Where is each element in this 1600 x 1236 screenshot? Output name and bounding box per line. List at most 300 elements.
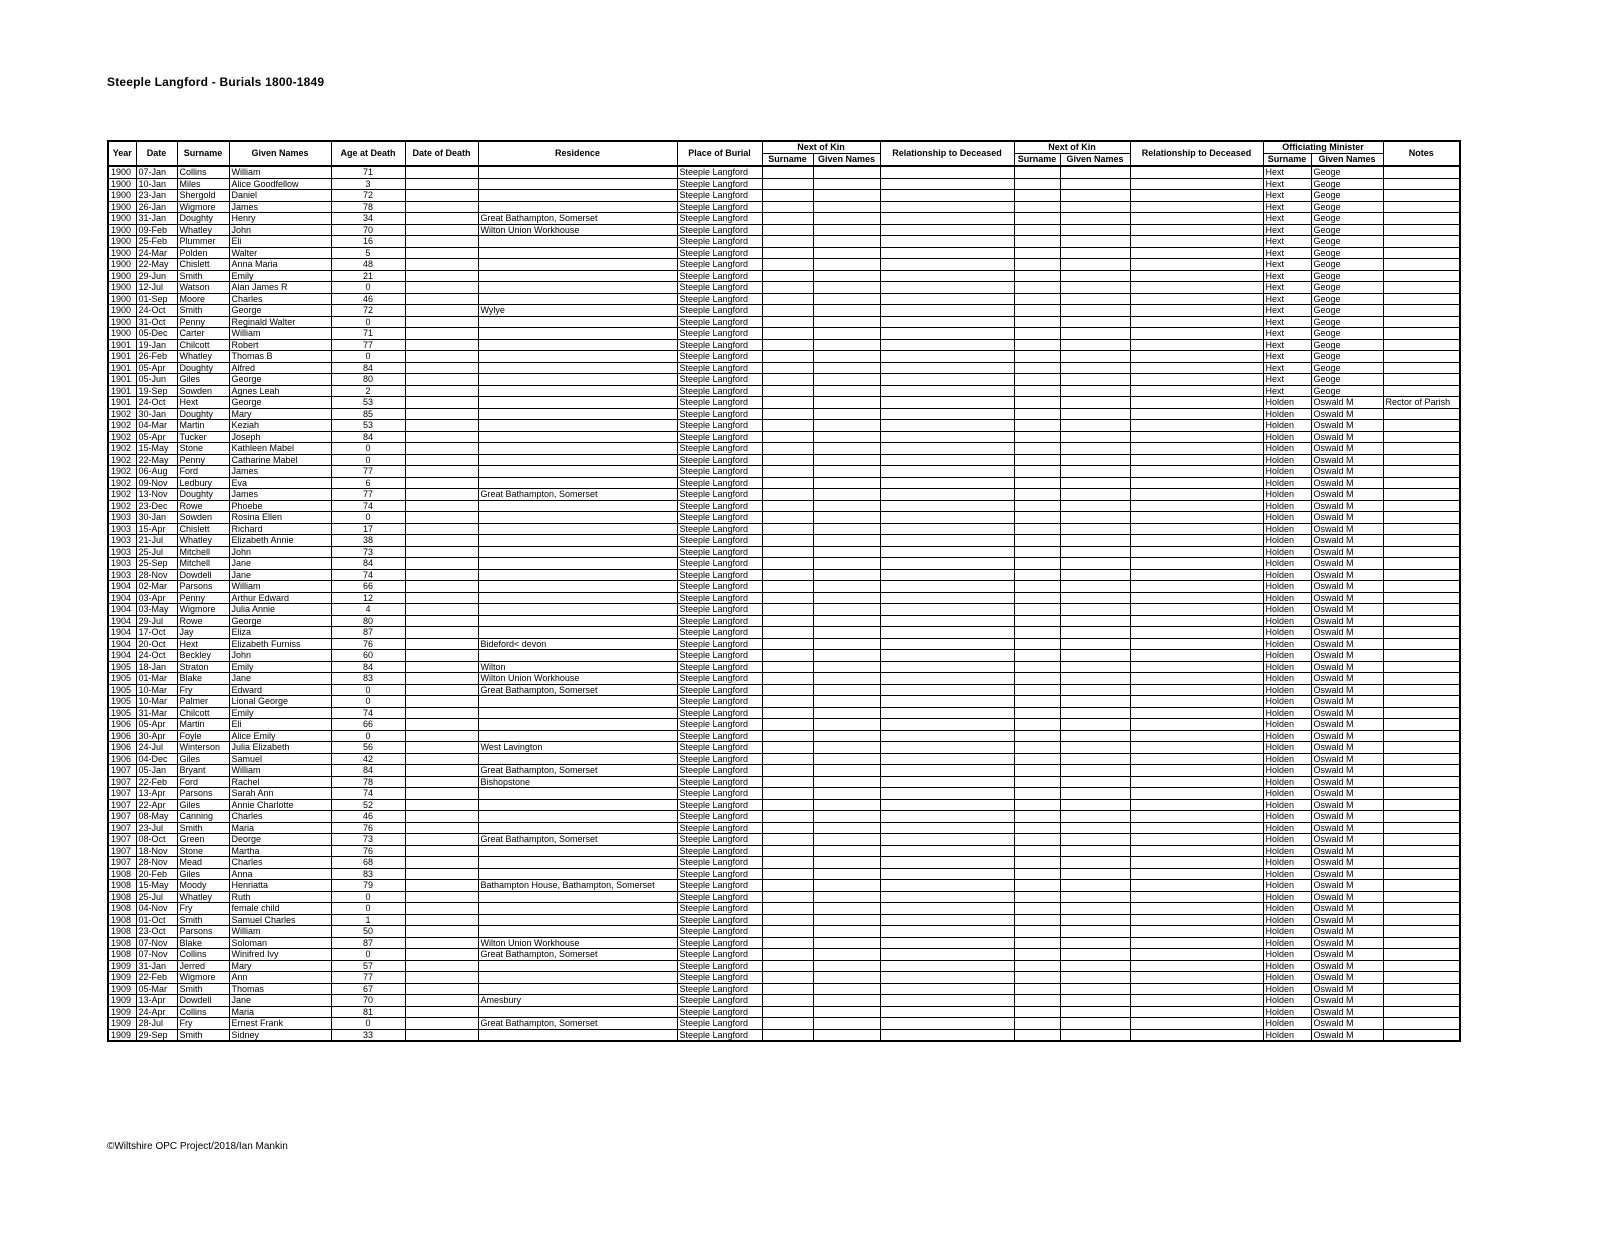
table-cell [478,558,677,570]
table-cell: Oswald M [1311,535,1383,547]
table-cell [1130,684,1263,696]
table-cell [880,213,1014,225]
table-cell: 1903 [108,569,136,581]
table-cell [1130,523,1263,535]
table-cell [813,983,880,995]
table-cell: Geoge [1311,316,1383,328]
table-cell: Holden [1263,949,1311,961]
table-cell [762,569,813,581]
table-cell: Steeple Langford [677,385,762,397]
table-cell [1130,880,1263,892]
table-cell [478,696,677,708]
table-cell [1060,385,1130,397]
table-cell [813,385,880,397]
table-cell: Holden [1263,845,1311,857]
table-cell [880,788,1014,800]
table-cell: Emily [229,270,331,282]
table-cell [762,615,813,627]
table-cell [1130,845,1263,857]
table-cell: 1908 [108,937,136,949]
table-cell: Great Bathampton, Somerset [478,949,677,961]
table-cell [1014,339,1060,351]
table-cell [762,305,813,317]
table-cell [478,270,677,282]
table-cell: Oswald M [1311,1018,1383,1030]
table-cell [1130,558,1263,570]
table-row [108,305,1460,317]
table-cell [1014,684,1060,696]
table-cell [478,374,677,386]
table-cell: 16 [331,236,405,248]
table-cell: 4 [331,604,405,616]
table-cell [880,247,1014,259]
table-cell [762,868,813,880]
table-cell [762,316,813,328]
table-cell: Anna Maria [229,259,331,271]
table-cell: 46 [331,811,405,823]
table-cell: Oswald M [1311,914,1383,926]
table-cell [1060,213,1130,225]
table-cell: 31-Jan [136,213,177,225]
table-cell: Steeple Langford [677,937,762,949]
table-cell: 1906 [108,742,136,754]
table-cell: 20-Feb [136,868,177,880]
table-cell [1014,224,1060,236]
table-cell [1383,305,1460,317]
table-cell: Eli [229,236,331,248]
table-cell [1060,523,1130,535]
table-cell [762,914,813,926]
table-cell [813,397,880,409]
table-cell: Oswald M [1311,1006,1383,1018]
table-cell: Emily [229,661,331,673]
table-cell: Hext [1263,236,1311,248]
table-cell: Carter [177,328,229,340]
table-cell [880,1006,1014,1018]
table-cell [1383,408,1460,420]
table-cell: Mead [177,857,229,869]
table-cell [1060,788,1130,800]
table-cell [405,408,478,420]
table-cell: 13-Nov [136,489,177,501]
table-cell [405,581,478,593]
table-cell: Rosina Ellen [229,512,331,524]
table-row [108,788,1460,800]
table-cell [405,213,478,225]
table-cell [1014,328,1060,340]
table-cell [478,397,677,409]
table-cell: Maria [229,1006,331,1018]
table-cell [1060,1018,1130,1030]
table-row [108,523,1460,535]
table-cell: 83 [331,673,405,685]
table-cell: George [229,374,331,386]
header-officiating-minister: Officiating Minister [1263,141,1383,154]
table-cell: 1907 [108,776,136,788]
table-cell: Oswald M [1311,661,1383,673]
table-cell: Great Bathampton, Somerset [478,834,677,846]
table-cell: Geoge [1311,213,1383,225]
table-cell: 1903 [108,512,136,524]
table-cell: Eva [229,477,331,489]
table-row [108,1018,1460,1030]
table-cell [1130,673,1263,685]
table-cell: Bathampton House, Bathampton, Somerset [478,880,677,892]
table-cell [813,523,880,535]
table-cell [1060,305,1130,317]
table-cell: Holden [1263,776,1311,788]
table-cell: Steeple Langford [677,316,762,328]
table-cell [405,385,478,397]
table-cell [762,1018,813,1030]
table-cell [880,443,1014,455]
table-cell: Geoge [1311,259,1383,271]
table-cell [1130,166,1263,178]
table-cell: 1900 [108,305,136,317]
table-cell [1060,673,1130,685]
table-cell: 78 [331,201,405,213]
table-row [108,891,1460,903]
table-cell [762,247,813,259]
table-cell [478,512,677,524]
table-cell [813,489,880,501]
table-cell [813,650,880,662]
table-cell: Steeple Langford [677,811,762,823]
table-cell: Penny [177,592,229,604]
table-cell: 29-Sep [136,1029,177,1041]
table-cell: Ford [177,776,229,788]
table-cell: Oswald M [1311,512,1383,524]
table-cell: Charles [229,293,331,305]
table-cell: Chislett [177,523,229,535]
table-cell [478,569,677,581]
table-cell [1060,891,1130,903]
table-cell [478,201,677,213]
table-cell [1014,995,1060,1007]
table-row [108,247,1460,259]
table-cell [1014,891,1060,903]
table-cell: 1909 [108,1006,136,1018]
table-cell: 52 [331,799,405,811]
table-cell [880,512,1014,524]
table-row [108,834,1460,846]
table-cell: Oswald M [1311,753,1383,765]
table-cell: 30-Jan [136,512,177,524]
table-cell: Wilton Union Workhouse [478,937,677,949]
table-cell [1383,949,1460,961]
table-cell: 50 [331,926,405,938]
table-cell [1383,972,1460,984]
table-cell [478,581,677,593]
table-cell: 1909 [108,983,136,995]
table-cell [1383,983,1460,995]
table-cell [405,374,478,386]
table-cell [1130,201,1263,213]
table-cell: Jane [229,569,331,581]
table-row [108,546,1460,558]
table-cell [1014,857,1060,869]
table-cell: 87 [331,937,405,949]
table-cell: 1904 [108,638,136,650]
table-cell [813,213,880,225]
table-cell: Samuel [229,753,331,765]
table-cell [1130,638,1263,650]
table-cell [762,719,813,731]
table-cell: Giles [177,868,229,880]
table-cell: Hext [1263,339,1311,351]
table-cell: 01-Oct [136,914,177,926]
table-cell: 60 [331,650,405,662]
table-cell: 24-Mar [136,247,177,259]
table-cell: Holden [1263,1006,1311,1018]
table-cell [1130,707,1263,719]
table-cell [1130,822,1263,834]
table-cell: Steeple Langford [677,247,762,259]
table-cell: 6 [331,477,405,489]
table-cell [762,926,813,938]
table-header [108,141,1460,166]
table-cell: Holden [1263,834,1311,846]
table-cell: 0 [331,696,405,708]
table-cell: 07-Nov [136,937,177,949]
table-cell: 13-Apr [136,995,177,1007]
table-cell: Rowe [177,615,229,627]
table-cell: 1900 [108,270,136,282]
table-cell: Hext [1263,178,1311,190]
table-cell [762,489,813,501]
table-cell: 05-Dec [136,328,177,340]
table-cell [1060,661,1130,673]
table-cell: Oswald M [1311,707,1383,719]
table-cell [813,926,880,938]
table-row [108,776,1460,788]
table-cell [1014,627,1060,639]
table-cell [813,247,880,259]
table-cell: Holden [1263,408,1311,420]
table-cell [1383,604,1460,616]
table-cell: Hext [177,397,229,409]
table-cell [880,224,1014,236]
table-cell [880,811,1014,823]
table-cell [762,857,813,869]
table-cell: Steeple Langford [677,512,762,524]
table-cell [1130,891,1263,903]
table-cell [1383,903,1460,915]
table-cell [880,742,1014,754]
table-cell [405,351,478,363]
table-cell [405,753,478,765]
table-cell [1130,730,1263,742]
table-cell [405,868,478,880]
table-cell: 1907 [108,845,136,857]
table-cell [1383,259,1460,271]
table-cell: Maria [229,822,331,834]
table-cell [405,523,478,535]
table-cell [762,558,813,570]
table-cell [1060,558,1130,570]
table-cell [813,166,880,178]
table-cell: 76 [331,845,405,857]
table-cell [762,891,813,903]
table-cell: William [229,166,331,178]
table-cell: Holden [1263,926,1311,938]
table-cell [405,742,478,754]
table-cell: 1906 [108,730,136,742]
table-cell: 1904 [108,615,136,627]
table-cell: Daniel [229,190,331,202]
table-cell: Steeple Langford [677,397,762,409]
table-row [108,569,1460,581]
table-cell [405,926,478,938]
table-cell: Oswald M [1311,558,1383,570]
table-cell [1014,615,1060,627]
table-cell [1383,788,1460,800]
table-cell: Collins [177,949,229,961]
table-cell [1060,489,1130,501]
table-cell: Giles [177,753,229,765]
table-cell [1130,983,1263,995]
table-cell [1060,972,1130,984]
table-cell: 18-Jan [136,661,177,673]
table-cell: Emily [229,707,331,719]
table-cell: 04-Mar [136,420,177,432]
table-cell: 33 [331,1029,405,1041]
table-cell: Holden [1263,500,1311,512]
table-cell: female child [229,903,331,915]
table-cell: 81 [331,1006,405,1018]
table-cell: Great Bathampton, Somerset [478,1018,677,1030]
table-cell: Holden [1263,1018,1311,1030]
table-cell: 1907 [108,765,136,777]
table-cell [478,351,677,363]
table-cell: 84 [331,431,405,443]
table-cell [1130,293,1263,305]
table-cell: 22-May [136,259,177,271]
table-cell [813,236,880,248]
table-cell [813,673,880,685]
table-cell: Thomas [229,983,331,995]
table-cell [762,259,813,271]
table-cell: Rowe [177,500,229,512]
table-row [108,673,1460,685]
table-cell: 1902 [108,477,136,489]
table-cell [1060,420,1130,432]
table-cell [762,845,813,857]
table-cell: 07-Jan [136,166,177,178]
table-cell: Holden [1263,684,1311,696]
table-cell: 1905 [108,707,136,719]
table-cell: Steeple Langford [677,914,762,926]
table-cell: 84 [331,558,405,570]
table-cell [1130,650,1263,662]
table-cell [1383,995,1460,1007]
table-cell: Oswald M [1311,466,1383,478]
table-cell [813,880,880,892]
table-cell: Oswald M [1311,822,1383,834]
table-cell [813,581,880,593]
table-cell: Steeple Langford [677,558,762,570]
table-cell [405,293,478,305]
table-cell: Steeple Langford [677,673,762,685]
table-cell [880,351,1014,363]
table-cell [880,1029,1014,1041]
table-cell [1130,926,1263,938]
table-cell: 1900 [108,190,136,202]
table-cell: Great Bathampton, Somerset [478,684,677,696]
table-cell [762,224,813,236]
table-cell: Oswald M [1311,891,1383,903]
table-cell [478,891,677,903]
table-cell: Oswald M [1311,696,1383,708]
table-cell: 28-Nov [136,569,177,581]
table-cell: 10-Mar [136,696,177,708]
table-cell [1130,857,1263,869]
table-cell: Hext [177,638,229,650]
table-cell: 1906 [108,753,136,765]
table-cell: 05-Jun [136,374,177,386]
header-minister-given-names: Given Names [1311,154,1383,167]
table-cell: 1900 [108,293,136,305]
table-cell [1130,569,1263,581]
table-cell: Geoge [1311,166,1383,178]
table-cell [762,362,813,374]
table-cell: 17 [331,523,405,535]
table-cell: 56 [331,742,405,754]
table-cell [762,880,813,892]
table-cell [762,696,813,708]
table-cell: Holden [1263,431,1311,443]
table-cell [1383,374,1460,386]
table-cell [813,259,880,271]
table-cell: 05-Apr [136,431,177,443]
table-cell [762,466,813,478]
table-cell [1130,811,1263,823]
table-cell: 06-Aug [136,466,177,478]
table-cell [1014,776,1060,788]
table-cell: Soloman [229,937,331,949]
table-cell [1130,397,1263,409]
table-cell: Steeple Langford [677,822,762,834]
table-cell [1014,431,1060,443]
table-cell: 1907 [108,834,136,846]
table-row [108,1029,1460,1041]
table-cell: Oswald M [1311,443,1383,455]
table-cell [1014,592,1060,604]
table-cell [762,834,813,846]
table-cell [1060,443,1130,455]
table-cell: Agnes Leah [229,385,331,397]
table-cell: Steeple Langford [677,868,762,880]
table-cell [1060,581,1130,593]
table-cell [880,1018,1014,1030]
table-cell: 1902 [108,420,136,432]
table-cell: Holden [1263,638,1311,650]
table-cell: Ernest Frank [229,1018,331,1030]
table-cell [1060,247,1130,259]
table-cell [405,903,478,915]
table-cell: Holden [1263,937,1311,949]
table-cell [762,1029,813,1041]
table-cell [762,339,813,351]
table-cell [405,166,478,178]
table-cell: Holden [1263,604,1311,616]
table-cell: Steeple Langford [677,454,762,466]
table-cell [1014,213,1060,225]
table-cell [1130,178,1263,190]
table-cell: 05-Apr [136,719,177,731]
table-cell: Eli [229,719,331,731]
table-row [108,328,1460,340]
